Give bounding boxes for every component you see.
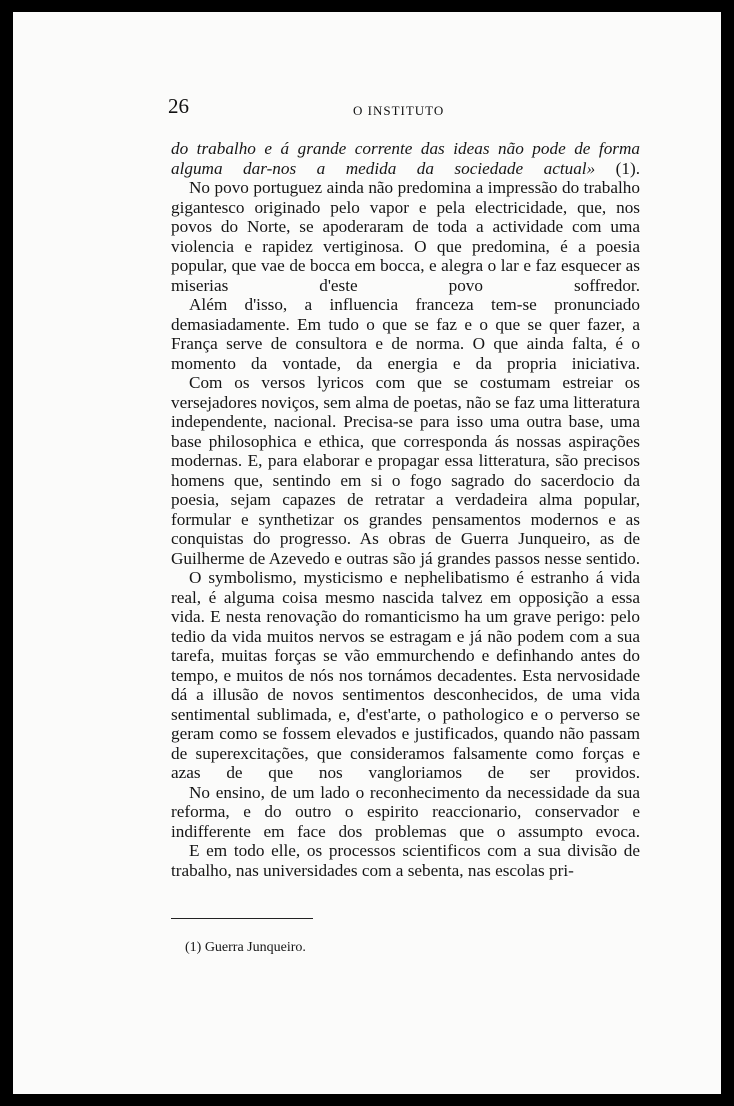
paragraph-5: O symbolismo, mysticismo e nephelibatismo é estranho á vida real, é alguma coisa mesmo nascida talvez em opposição a essa vida. E nesta renovação do romanticismo ha um grave perigo: pelo tedio da vida muitos nervos se estragam e já não podem com a sua tarefa, muitas forças se vão emmurchendo e definhando antes do tempo, e muitos de nós nos tornámos decadentes. Esta nervosidade dá a illusão de novos sentimentos desconhecidos, de uma vida sentimental sublimada, e, d'est'arte, o pathologico e o perverso se geram como se fossem elevados e justificados, quando não passam de superexcitações, que consideramos falsamente como forças e azas de que nos vangloriamos de ser providos.	[171, 568, 640, 782]
paragraph-1	[171, 139, 640, 178]
paragraph-6: No ensino, de um lado o reconhecimento da necessidade da sua reforma, e do outro o espirito reaccionario, conservador e indifferente em face dos problemas que o assumpto evoca.	[171, 782, 640, 841]
footnote-reference: (1).	[595, 158, 640, 178]
paragraph-3: Além d'isso, a influencia franceza tem-se pronunciado demasiadamente. Em tudo o que se faz e o que se quer fazer, a França serve de consultora e de norma. O que ainda falta, é o momento da vontade, da energia e da propria iniciativa.	[171, 295, 640, 373]
running-title: O INSTITUTO	[353, 103, 445, 118]
footnote-rule	[171, 918, 313, 919]
paragraph-4: Com os versos lyricos com que se costumam estreiar os versejadores noviços, sem alma de poetas, não se faz uma litteratura independente, nacional. Precisa-se para isso uma outra base, uma base philosophica e ethica, que corresponda ás nossas aspirações modernas. E, para elaborar e propagar essa litteratura, são precisos homens que, sentindo em si o fogo sagrado do sacerdocio da poesia, sejam capazes de retratar a verdadeira alma popular, formular e synthetizar os grandes pensamentos modernos e as conquistas do progresso. As obras de Guerra Junqueiro, as de Guilherme de Azevedo e outras são já grandes passos nesse sentido.	[171, 373, 640, 568]
paragraph-2: No povo portuguez ainda não predomina a impressão do trabalho gigantesco originado pelo vapor e pela electricidade, que, nos povos do Norte, se apoderaram de toda a actividade com uma violencia e rapidez vertiginosa. O que predomina, é a poesia popular, que vae de bocca em bocca, e alegra o lar e faz esquecer as miserias d'este povo soffredor.	[171, 178, 640, 295]
paragraph-7: E em todo elle, os processos scientificos com a sua divisão de trabalho, nas universidades com a sebenta, nas escolas pri-	[171, 841, 640, 880]
quote-continuation: do trabalho e á grande corrente das ideas não pode de forma alguma dar-nos a medida da sociedade actual»	[171, 139, 640, 178]
page-number: 26	[168, 94, 189, 118]
book-page	[13, 12, 721, 1094]
footnote: (1) Guerra Junqueiro.	[185, 940, 306, 955]
body-text	[171, 139, 640, 880]
